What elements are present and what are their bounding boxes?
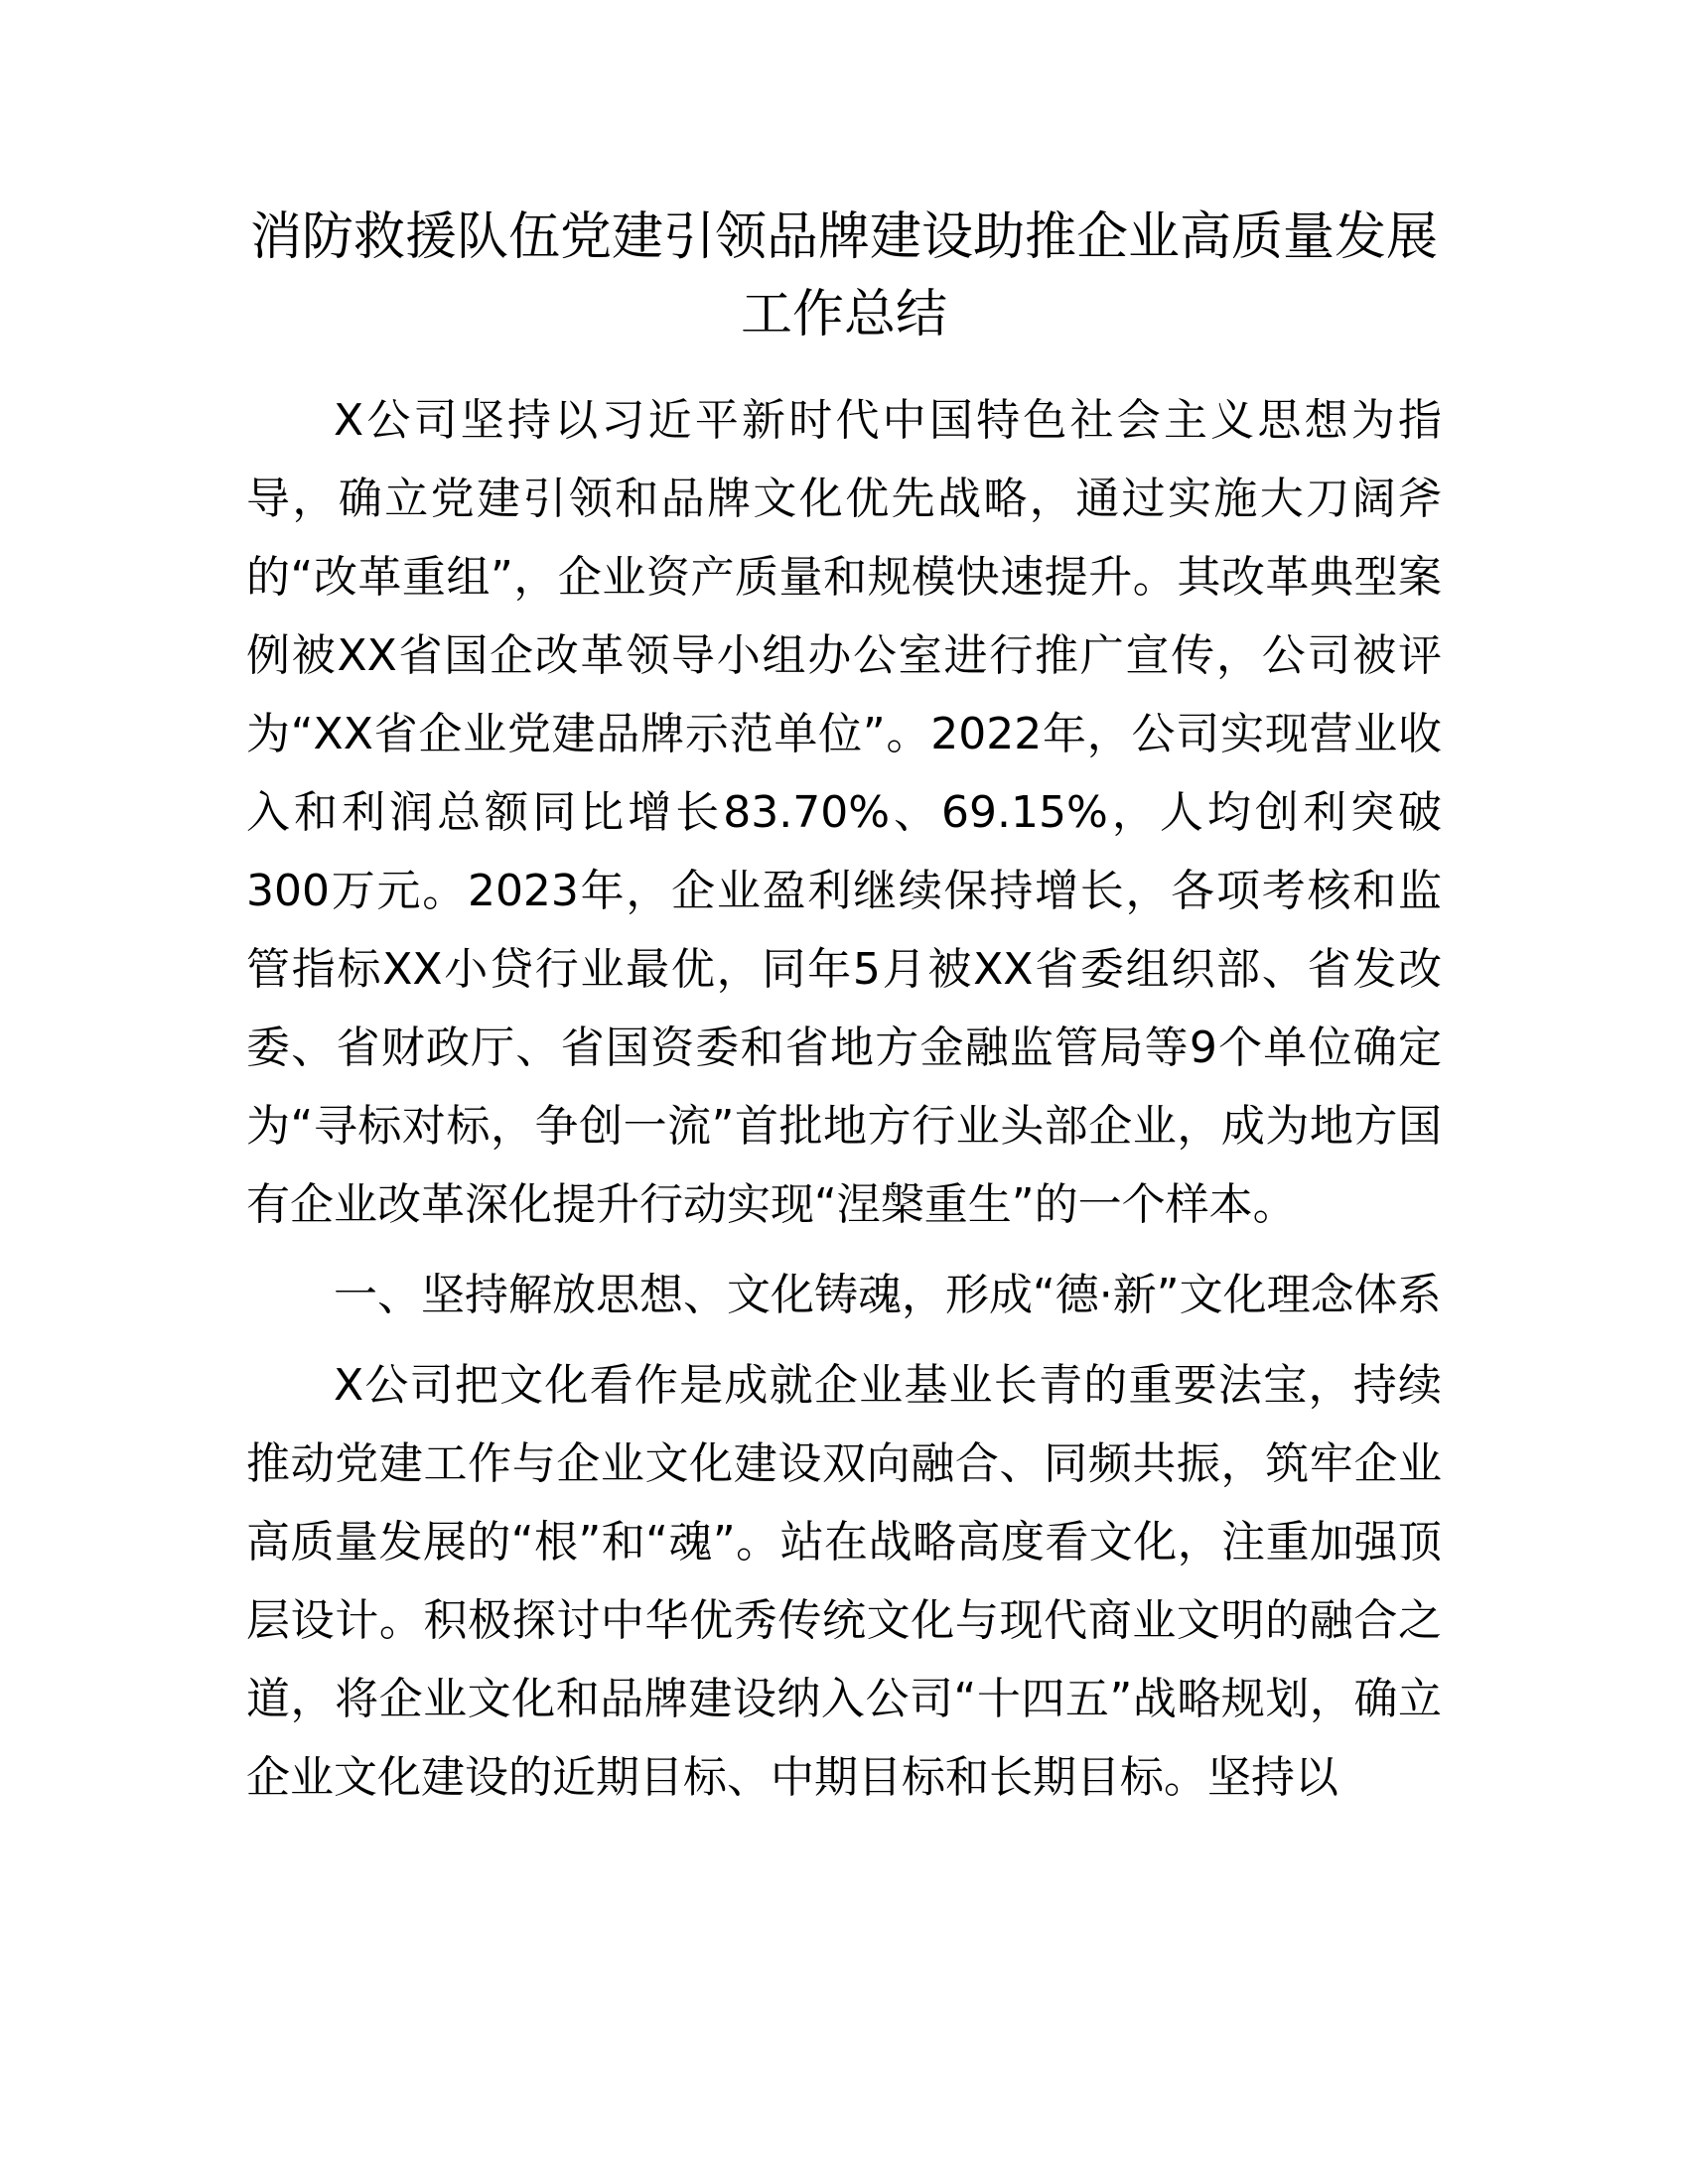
document-title: 消防救援队伍党建引领品牌建设助推企业高质量发展工作总结 [249, 207, 1438, 344]
document-body [246, 381, 1442, 1817]
section-1-paragraph: X公司把文化看作是成就企业基业长青的重要法宝，持续推动党建工作与企业文化建设双向融合、同频共振，筑牢企业高质量发展的“根”和“魂”。站在战略高度看文化，注重加强顶层设计。积极探讨中华优秀传统文化与现代商业文明的融合之道，将企业文化和品牌建设纳入公司“十四五”战略规划，确立企业文化建设的近期目标、中期目标和长期目标。坚持以 [246, 1360, 1442, 1803]
intro-paragraph: X公司坚持以习近平新时代中国特色社会主义思想为指导，确立党建引领和品牌文化优先战略，通过实施大刀阔斧的“改革重组”，企业资产质量和规模快速提升。其改革典型案例被XX省国企改革领导小组办公室进行推广宣传，公司被评为“XX省企业党建品牌示范单位”。2022年，公司实现营业收入和利润总额同比增长83.70%、69.15%，人均创利突破300万元。2023年，企业盈利继续保持增长，各项考核和监管指标XX小贷行业最优，同年5月被XX省委组织部、省发改委、省财政厅、省国资委和省地方金融监管局等9个单位确定为“寻标对标，争创一流”首批地方行业头部企业，成为地方国有企业改革深化提升行动实现“涅槃重生”的一个样本。 [246, 395, 1442, 1230]
section-1-heading: 一、坚持解放思想、文化铸魂，形成“德·新”文化理念体系 [334, 1270, 1442, 1320]
